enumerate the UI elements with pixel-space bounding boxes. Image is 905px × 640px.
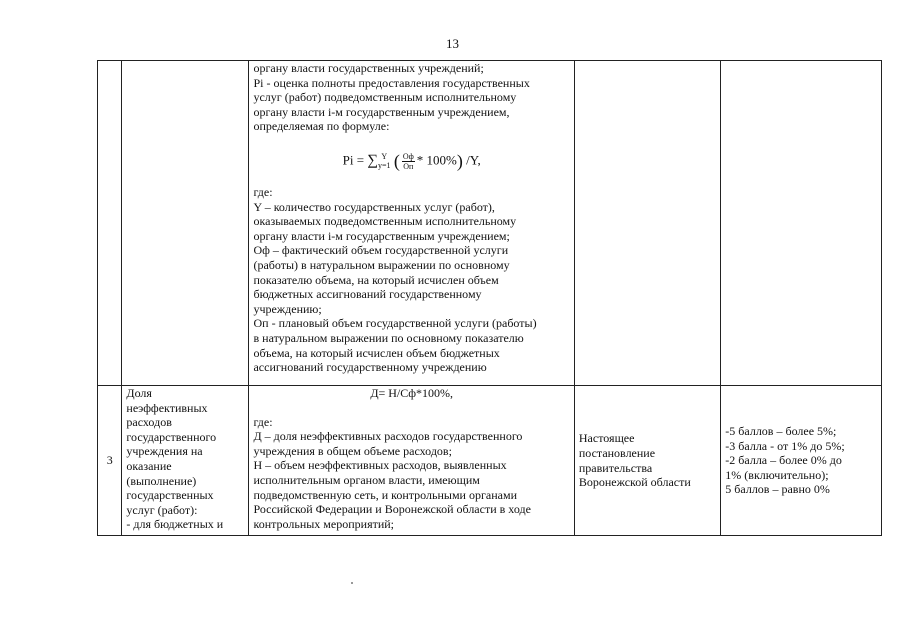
- text-line: государственных: [126, 488, 214, 503]
- scan-speck: [351, 582, 353, 584]
- text-line: Воронежской области: [578, 475, 691, 490]
- fraction: [402, 152, 415, 171]
- formula-times: * 100%: [416, 152, 457, 168]
- text-line: Настоящее: [578, 431, 635, 446]
- cell-scores: [721, 61, 882, 386]
- text-line: определяемая по формуле:: [253, 119, 390, 134]
- text-line: учреждения на: [126, 444, 203, 459]
- cell-number: [98, 61, 122, 386]
- text-line: (работы) в натуральном выражении по основному: [253, 257, 510, 272]
- fraction-numerator: Oф: [402, 151, 414, 161]
- cell-source: [574, 61, 720, 386]
- text-line: учреждению;: [253, 301, 322, 316]
- cell-source: [574, 386, 720, 536]
- text-line: оказание: [126, 458, 172, 473]
- text-line: услуг (работ) подведомственным исполнительному: [253, 90, 517, 105]
- text-line: ассигнований государственному учреждению: [253, 360, 487, 375]
- text-line: в натуральном выражении по основному показателю: [253, 330, 524, 345]
- text-line: -3 балла - от 1% до 5%;: [725, 438, 845, 453]
- text-line: органу власти i-м государственным учреждением;: [253, 228, 510, 243]
- text-line: расходов: [126, 415, 172, 430]
- cell-indicator: [122, 386, 249, 536]
- text-line: оказываемых подведомственным исполнительному: [253, 214, 517, 229]
- criteria-table: [97, 60, 882, 536]
- formula-lhs: Pi =: [342, 152, 365, 168]
- text-line: - для бюджетных и: [126, 517, 224, 532]
- formula-tail: /Y,: [466, 152, 481, 168]
- table-row: [98, 386, 882, 536]
- sum-upper: Y: [381, 152, 388, 162]
- text-line: государственного: [126, 429, 217, 444]
- sum-lower: y=1: [378, 161, 391, 171]
- text-line: Д – доля неэффективных расходов государственного: [253, 429, 523, 444]
- text-line: где:: [253, 414, 273, 429]
- page-number: 13: [446, 36, 459, 51]
- text-line: Y – количество государственных услуг (работ),: [253, 199, 495, 214]
- cell-scores: [721, 386, 882, 536]
- text-line: Pi - оценка полноты предоставления государственных: [253, 75, 530, 90]
- formula-d: Д= Н/Сф*100%,: [370, 386, 454, 400]
- cell-number: 3: [98, 386, 122, 536]
- sum-sign: ∑: [367, 152, 379, 169]
- text-line: 1% (включительно);: [725, 467, 829, 482]
- text-line: органу власти государственных учреждений;: [253, 61, 484, 75]
- text-line: (выполнение): [126, 473, 197, 488]
- text-line: 5 баллов – равно 0%: [725, 482, 830, 497]
- text-line: Оф – фактический объем государственной услуги: [253, 243, 509, 258]
- text-line: Оп - плановый объем государственной услуги (работы): [253, 316, 537, 331]
- text-line: услуг (работ):: [126, 502, 198, 517]
- text-line: правительства: [578, 460, 653, 475]
- text-line: учреждения в общем объеме расходов;: [253, 443, 452, 458]
- text-line: показателю объема, на который исчислен объем: [253, 272, 499, 287]
- text-line: Российской Федерации и Воронежской области в ходе: [253, 502, 531, 517]
- text-line: подведомственную сеть, и контрольными органами: [253, 487, 517, 502]
- cell-formula-description: [249, 386, 574, 536]
- text-line: -2 балла – более 0% до: [725, 453, 842, 468]
- text-line: постановление: [578, 445, 656, 460]
- text-line: где:: [253, 184, 273, 199]
- text-line: неэффективных: [126, 400, 208, 415]
- text-line: бюджетных ассигнований государственному: [253, 287, 482, 302]
- text-line: Н – объем неэффективных расходов, выявленных: [253, 458, 507, 473]
- formula-pi: Pi = ∑ Y y=1 ( $\frac{Oф}{Oп}$ * 100%) /Y,: [342, 151, 481, 172]
- text-line: исполнительным органом власти, имеющим: [253, 472, 480, 487]
- cell-formula-description: [249, 61, 574, 386]
- text-line: -5 баллов – более 5%;: [725, 424, 837, 439]
- text-line: контрольных мероприятий;: [253, 516, 395, 531]
- text-line: органу власти i-м государственным учреждением,: [253, 104, 510, 119]
- text-line: Доля: [126, 386, 152, 400]
- cell-indicator: [122, 61, 249, 386]
- fraction-denominator: Oп: [403, 161, 414, 171]
- text-line: объема, на который исчислен объем бюджетных: [253, 345, 500, 360]
- table-row: [98, 61, 882, 386]
